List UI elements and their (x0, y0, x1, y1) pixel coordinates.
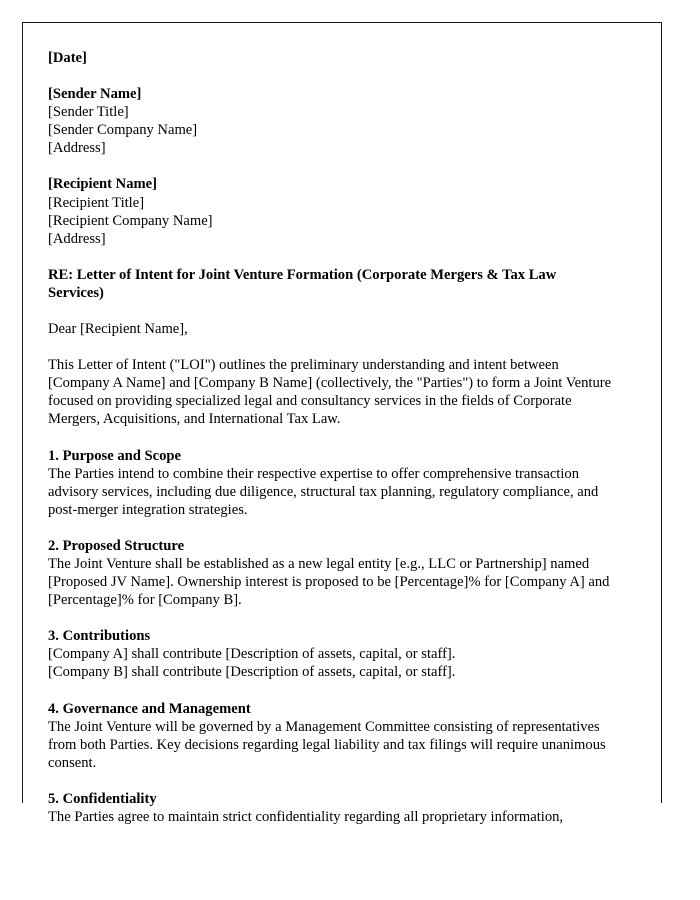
section-confidentiality (48, 790, 613, 826)
date-block (48, 49, 613, 67)
section-body-line: [Company B] shall contribute [Description of assets, capital, or staff]. (48, 664, 456, 681)
section-body: The Parties agree to maintain strict confidentiality regarding all proprietary information, (48, 809, 564, 825)
section-governance-and-management (48, 700, 613, 772)
section-body: The Parties intend to combine their respective expertise to offer comprehensive transaction advisory services, including due diligence, structural tax planning, regulatory compliance, and post-merger integration strategies. (48, 465, 599, 518)
recipient-address: [Address] (48, 230, 106, 247)
document-page (22, 22, 662, 825)
section-body-line: [Company A] shall contribute [Description of assets, capital, or staff]. (48, 646, 456, 663)
recipient-company: [Recipient Company Name] (48, 212, 213, 229)
section-heading: 3. Contributions (48, 628, 151, 645)
sender-title: [Sender Title] (48, 104, 129, 121)
section-body: The Joint Venture will be governed by a Management Committee consisting of representatives from both Parties. Key decisions regarding legal liability and tax filings will require unanimous consent. (48, 718, 606, 771)
section-proposed-structure (48, 537, 613, 609)
recipient-title: [Recipient Title] (48, 194, 145, 211)
section-heading: 5. Confidentiality (48, 790, 157, 807)
intro-paragraph-text: This Letter of Intent ("LOI") outlines the preliminary understanding and intent between [Company A Name] and [Company B Name] (collectively, the "Parties") to form a Joint Venture focused on providing specialized legal and consultancy services in the fields of Corporate Mergers, Acquisitions, and International Tax Law. (48, 357, 612, 428)
document-body (48, 49, 613, 844)
intro-paragraph (48, 356, 613, 428)
section-contributions (48, 627, 613, 681)
recipient-address-block (48, 175, 613, 247)
section-body: The Joint Venture shall be established as a new legal entity [e.g., LLC or Partnership] named [Proposed JV Name]. Ownership interest is proposed to be [Percentage]% for [Company A] and [Percentage]% for [Company B]. (48, 555, 610, 609)
sender-address: [Address] (48, 140, 106, 157)
section-heading: 2. Proposed Structure (48, 537, 185, 554)
section-heading: 1. Purpose and Scope (48, 447, 181, 464)
sender-name: [Sender Name] (48, 86, 142, 103)
section-heading: 4. Governance and Management (48, 700, 251, 717)
sender-address-block (48, 85, 613, 157)
date-placeholder: [Date] (48, 50, 87, 66)
recipient-name: [Recipient Name] (48, 176, 158, 193)
salutation: Dear [Recipient Name], (48, 321, 188, 338)
subject-line: RE: Letter of Intent for Joint Venture Formation (Corporate Mergers & Tax Law Services) (48, 266, 557, 301)
sender-company: [Sender Company Name] (48, 122, 198, 139)
section-purpose-and-scope (48, 447, 613, 519)
